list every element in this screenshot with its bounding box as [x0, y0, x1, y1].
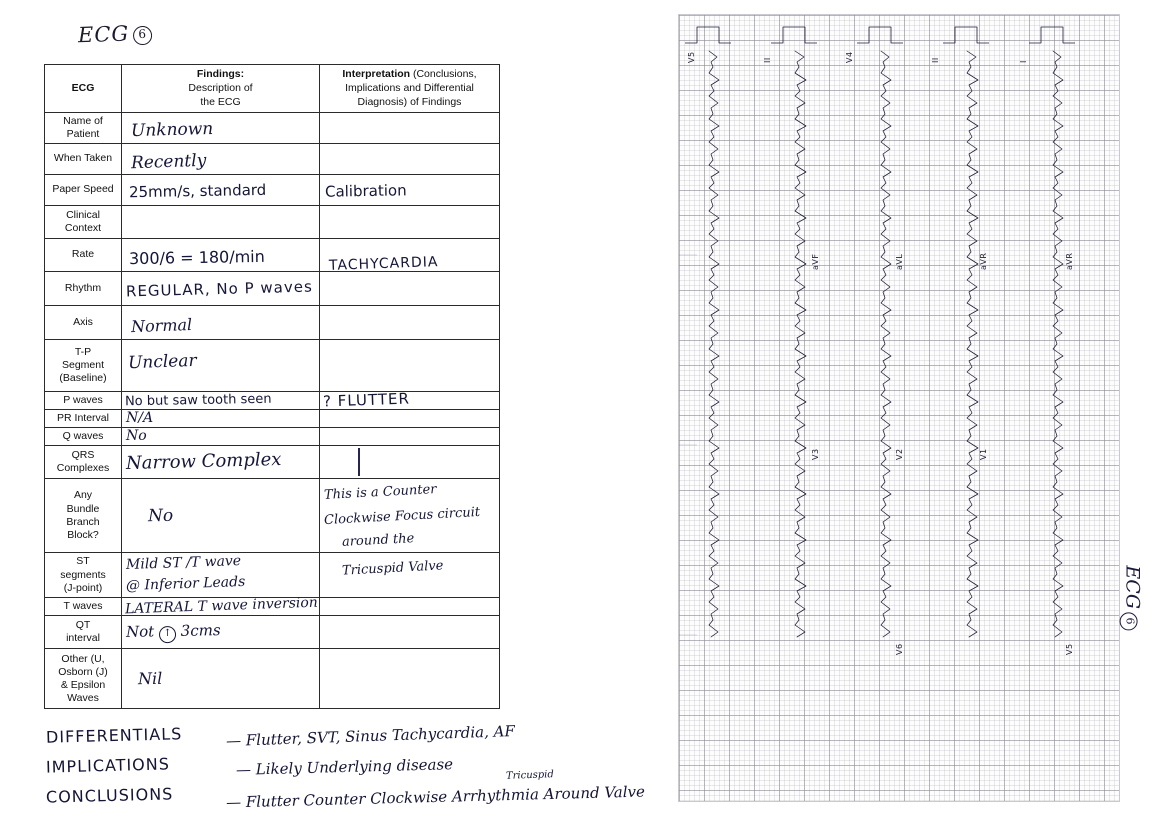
row-interpretation: Calibration [320, 174, 500, 205]
row-label: Rhythm [45, 271, 122, 305]
row-interpretation [320, 428, 500, 446]
differentials-text: — Flutter, SVT, Sinus Tachycardia, AF [225, 721, 516, 751]
row-findings: Recently [122, 143, 320, 174]
ecg-traces [679, 15, 1119, 801]
lead-label-v5: V5 [687, 51, 696, 63]
lead-label-v1: V1 [979, 448, 988, 460]
lead-label-ii-2: II [931, 57, 940, 63]
row-findings: No but saw tooth seen [122, 391, 320, 409]
ecg-side-label [1120, 565, 1144, 630]
row-label: QRS Complexes [45, 446, 122, 479]
differentials-label: DIFFERENTIALS [45, 724, 183, 747]
table-row [45, 391, 500, 409]
table-row [45, 271, 500, 305]
row-findings: Narrow Complex [122, 446, 320, 479]
conclusions-text: — Flutter Counter Clockwise Arrhythmia Around Valve [225, 782, 646, 812]
table-row [45, 339, 500, 391]
lead-label-v6: V6 [895, 643, 904, 655]
note-conclusions [45, 782, 646, 816]
row-interpretation [320, 271, 500, 305]
lead-label-i: I [1019, 60, 1028, 63]
table-row [45, 616, 500, 649]
ecg-printout [600, 0, 1152, 814]
ecg-side-number-badge: 6 [1120, 612, 1138, 630]
row-interpretation [320, 616, 500, 649]
lead-label-v2: V2 [895, 448, 904, 460]
row-interpretation [320, 305, 500, 339]
row-findings: 25mm/s, standard [122, 174, 320, 205]
page-title-text: ECG [77, 21, 130, 48]
row-interpretation [320, 112, 500, 143]
implications-text: — Likely Underlying disease [235, 755, 454, 779]
ecg-grid-paper [678, 14, 1120, 802]
lead-label-v4: V4 [845, 51, 854, 63]
row-interpretation [320, 339, 500, 391]
lead-label-v5-2: V5 [1065, 643, 1074, 655]
page-title [78, 21, 153, 48]
conclusions-label: CONCLUSIONS [45, 784, 174, 807]
header-findings-l2: Description of [188, 82, 253, 95]
table-row [45, 649, 500, 709]
lead-label-v3: V3 [811, 448, 820, 460]
implications-small-note: Tricuspid [505, 769, 555, 782]
bottom-notes [45, 721, 646, 816]
note-differentials [45, 721, 586, 756]
lead-label-avr-2: aVR [1065, 252, 1074, 270]
row-label: Paper Speed [45, 174, 122, 205]
row-interpretation [320, 409, 500, 427]
header-findings [122, 65, 320, 113]
row-label: QT interval [45, 616, 122, 649]
row-findings: Mild ST /T wave @ Inferior Leads [122, 553, 320, 598]
row-label: PR Interval [45, 409, 122, 427]
row-label: T-P Segment (Baseline) [45, 339, 122, 391]
row-findings: REGULAR, No P waves [122, 271, 320, 305]
row-label: When Taken [45, 143, 122, 174]
implications-label: IMPLICATIONS [45, 754, 171, 777]
table-row [45, 479, 500, 553]
lead-label-avl: aVL [895, 253, 904, 270]
header-findings-l1: Findings: [196, 68, 245, 80]
row-interpretation [320, 205, 500, 238]
table-row [45, 428, 500, 446]
table-row [45, 598, 500, 616]
row-label: ST segments (J-point) [45, 553, 122, 598]
row-label: Other (U, Osborn (J) & Epsilon Waves [45, 649, 122, 709]
header-interpretation-rest: (Conclusions, Implications and Differential Diagnosis) of Findings [345, 68, 477, 109]
note-implications [46, 756, 586, 786]
table-row [45, 305, 500, 339]
row-findings: N/A [122, 409, 320, 427]
row-interpretation [320, 143, 500, 174]
row-label: Rate [45, 238, 122, 271]
ecg-findings-table [44, 64, 500, 709]
row-label: Any Bundle Branch Block? [45, 479, 122, 553]
row-label: Name of Patient [45, 112, 122, 143]
table-row [45, 553, 500, 598]
row-label: Clinical Context [45, 205, 122, 238]
table-row [45, 409, 500, 427]
table-row [45, 205, 500, 238]
header-interpretation [320, 65, 500, 113]
lead-label-avr: aVR [979, 252, 988, 270]
table-row [45, 112, 500, 143]
row-findings: Not ↑ 3cms [122, 616, 320, 649]
lead-label-ii: II [763, 57, 772, 63]
row-interpretation [320, 649, 500, 709]
row-findings: 300/6 = 180/min [122, 238, 320, 271]
row-findings: Unclear [122, 339, 320, 391]
lead-label-avf: aVF [811, 253, 820, 270]
table-row [45, 174, 500, 205]
table-row [45, 446, 500, 479]
row-findings [122, 205, 320, 238]
row-findings: Normal [122, 305, 320, 339]
row-label: T waves [45, 598, 122, 616]
row-interpretation: This is a Counter Clockwise Focus circuit around the [320, 479, 500, 553]
row-interpretation: Tricuspid Valve [320, 553, 500, 598]
header-ecg: ECG [45, 65, 122, 113]
row-interpretation: TACHYCARDIA [320, 238, 500, 271]
ecg-side-label-text: ECG [1122, 565, 1144, 609]
row-label: P waves [45, 391, 122, 409]
row-findings: Unknown [122, 112, 320, 143]
row-interpretation [320, 446, 500, 479]
row-findings: No [122, 428, 320, 446]
header-findings-l3: the ECG [200, 96, 241, 109]
row-findings: No [122, 479, 320, 553]
header-interpretation-bold: Interpretation [342, 68, 411, 80]
table-row [45, 238, 500, 271]
table-row [45, 143, 500, 174]
table-header-row [45, 65, 500, 113]
row-interpretation: ? FLUTTER [320, 391, 500, 409]
row-label: Q waves [45, 428, 122, 446]
row-label: Axis [45, 305, 122, 339]
row-interpretation [320, 598, 500, 616]
row-findings: Nil [122, 649, 320, 709]
row-findings: LATERAL T wave inversion [122, 598, 320, 616]
page-number-badge: 6 [133, 26, 153, 46]
